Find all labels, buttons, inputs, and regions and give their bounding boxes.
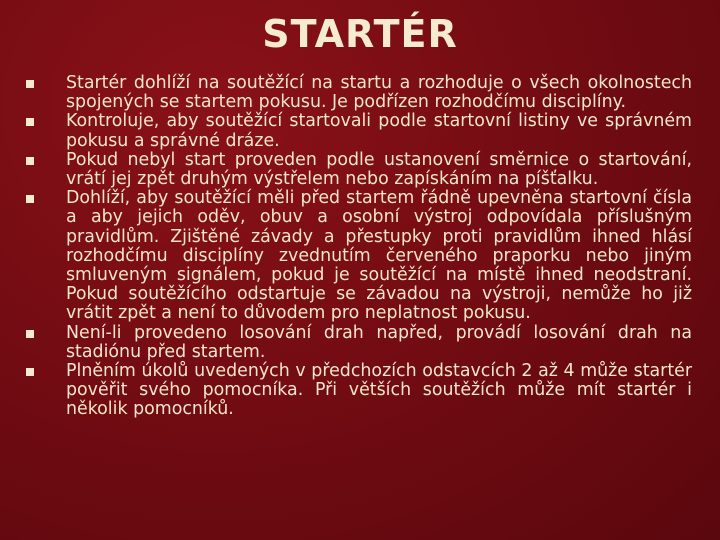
square-bullet-icon [26, 324, 66, 343]
bullet-list [26, 74, 692, 420]
bullet-text: Kontroluje, aby soutěžící startovali podle startovní listiny ve správném pokusu a správné dráze. [66, 111, 692, 151]
square-bullet-icon [26, 151, 66, 170]
bullet-text: Startér dohlíží na soutěžící na startu a rozhoduje o všech okolnostech spojených se startem pokusu. Je podřízen rozhodčímu disciplíny. [66, 73, 692, 113]
list-item [26, 74, 692, 112]
bullet-text: Pokud nebyl start proveden podle ustanovení směrnice o startování, vrátí jej zpět druhým výstřelem nebo zapískáním na píšťalku. [66, 149, 692, 190]
list-item [26, 189, 692, 323]
bullet-text: Není-li provedeno losování drah napřed, provádí losování drah na stadiónu před startem. [66, 322, 692, 362]
list-item [26, 112, 692, 150]
square-bullet-icon [26, 362, 66, 381]
square-bullet-icon [26, 112, 66, 131]
bullet-text: Plněním úkolů uvedených v předchozích odstavcích 2 až 4 může startér pověřit svého pomocníka. Při větších soutěžích může mít startér i několik pomocníků. [66, 361, 692, 420]
slide-title: STARTÉR [262, 12, 458, 56]
square-bullet-icon [26, 74, 66, 93]
square-bullet-icon [26, 189, 66, 208]
list-item [26, 151, 692, 189]
list-item [26, 362, 692, 420]
list-item [26, 324, 692, 362]
bullet-text: Dohlíží, aby soutěžící měli před startem řádně upevněna startovní čísla a aby jejich oděv, obuv a osobní výstroj odpovídala příslušným pravidlům. Zjištěné závady a přestupky proti pravidlům ihned hlásí rozhodčímu disciplíny zvednutím červeného praporku nebo jiným smluveným signálem, pokud je soutěžící na místě ihned neodstraní. Pokud soutěžícího odstartuje se závadou na výstroji, nemůže ho již vrátit zpět a není to důvodem pro neplatnost pokusu. [66, 188, 692, 324]
